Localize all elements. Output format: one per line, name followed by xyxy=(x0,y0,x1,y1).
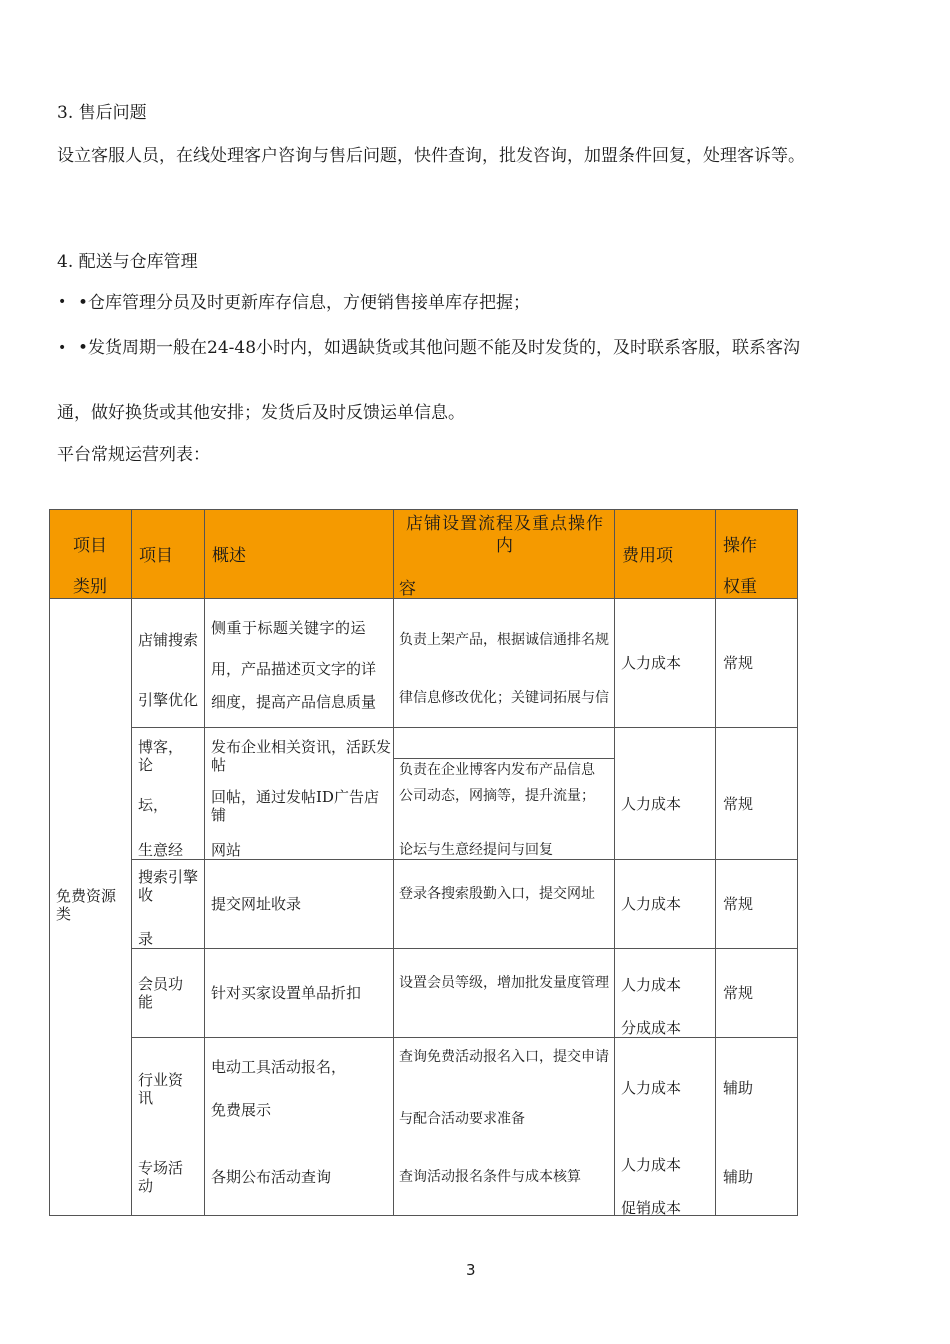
process-cell: 负责上架产品，根据诚信通排名规 律信息修改优化；关键词拓展与信 xyxy=(394,599,615,728)
header-overview: 概述 xyxy=(205,510,394,599)
overview-cell: 针对买家设置单品折扣 xyxy=(205,949,394,1038)
bullet-mark: • xyxy=(58,340,67,356)
weight-cell: 常规 xyxy=(716,860,798,949)
page-number: 3 xyxy=(466,1261,476,1279)
section3-heading: 3. 售后问题 xyxy=(57,103,147,123)
header-item: 项目 xyxy=(132,510,205,599)
weight-cell: 常规 xyxy=(716,599,798,728)
weight-cell: 常规 xyxy=(716,728,798,860)
item-cell: 博客，论 坛， 生意经 xyxy=(132,728,205,860)
process-cell: 负责在企业博客内发布产品信息 公司动态，网摘等，提升流量； 论坛与生意经提问与回复 xyxy=(394,728,615,860)
operations-table xyxy=(49,509,798,1216)
table-row xyxy=(50,860,798,949)
overview-cell: 发布企业相关资讯，活跃发帖 回帖，通过发帖ID广告店铺 网站 xyxy=(205,728,394,860)
cost-cell: 人力成本 xyxy=(615,599,716,728)
cost-cell: 人力成本 xyxy=(615,860,716,949)
item-cell: 店铺搜索 引擎优化 xyxy=(132,599,205,728)
section3-paragraph: 设立客服人员，在线处理客户咨询与售后问题，快件查询，批发咨询，加盟条件回复，处理客诉等。 xyxy=(57,146,805,166)
table-row xyxy=(50,949,798,1038)
cost-cell: 人力成本 分成成本 xyxy=(615,949,716,1038)
table-row xyxy=(50,599,798,728)
item-cell: 会员功能 xyxy=(132,949,205,1038)
bullet-mark: • xyxy=(58,294,67,310)
header-process: 店铺设置流程及重点操作内 容 xyxy=(394,510,615,599)
shipping-continuation: 通，做好换货或其他安排；发货后及时反馈运单信息。 xyxy=(57,403,465,423)
weight-cell: 常规 xyxy=(716,949,798,1038)
process-cell: 登录各搜索殷勤入口，提交网址 xyxy=(394,860,615,949)
table-row xyxy=(50,728,798,860)
overview-cell: 提交网址收录 xyxy=(205,860,394,949)
category-cell: 免费资源类 xyxy=(50,599,132,1216)
cost-cell: 人力成本 人力成本 促销成本 xyxy=(615,1038,716,1216)
weight-cell: 辅助 辅助 xyxy=(716,1038,798,1216)
overview-cell: 电动工具活动报名， 免费展示 各期公布活动查询 xyxy=(205,1038,394,1216)
process-cell: 查询免费活动报名入口，提交申请 与配合活动要求准备 查询活动报名条件与成本核算 xyxy=(394,1038,615,1216)
table-header-row xyxy=(50,510,798,599)
table-intro: 平台常规运营列表： xyxy=(57,445,210,465)
header-cost: 费用项 xyxy=(615,510,716,599)
process-cell: 设置会员等级，增加批发量度管理 xyxy=(394,949,615,1038)
bullet-item-shipping: •发货周期一般在24-48小时内，如遇缺货或其他问题不能及时发货的，及时联系客服，联系客沟 xyxy=(78,338,801,358)
inner-divider xyxy=(394,758,614,759)
header-category: 项目 类别 xyxy=(50,510,132,599)
cost-cell: 人力成本 xyxy=(615,728,716,860)
overview-cell: 侧重于标题关键字的运 用，产品描述页文字的详 细度，提高产品信息质量 xyxy=(205,599,394,728)
section4-heading: 4. 配送与仓库管理 xyxy=(57,252,198,272)
header-weight: 操作 权重 xyxy=(716,510,798,599)
item-cell: 行业资讯 专场活动 xyxy=(132,1038,205,1216)
bullet-item-stock: •仓库管理分员及时更新库存信息，方便销售接单库存把握； xyxy=(78,293,531,313)
table-row xyxy=(50,1038,798,1216)
item-cell: 搜索引擎收 录 xyxy=(132,860,205,949)
